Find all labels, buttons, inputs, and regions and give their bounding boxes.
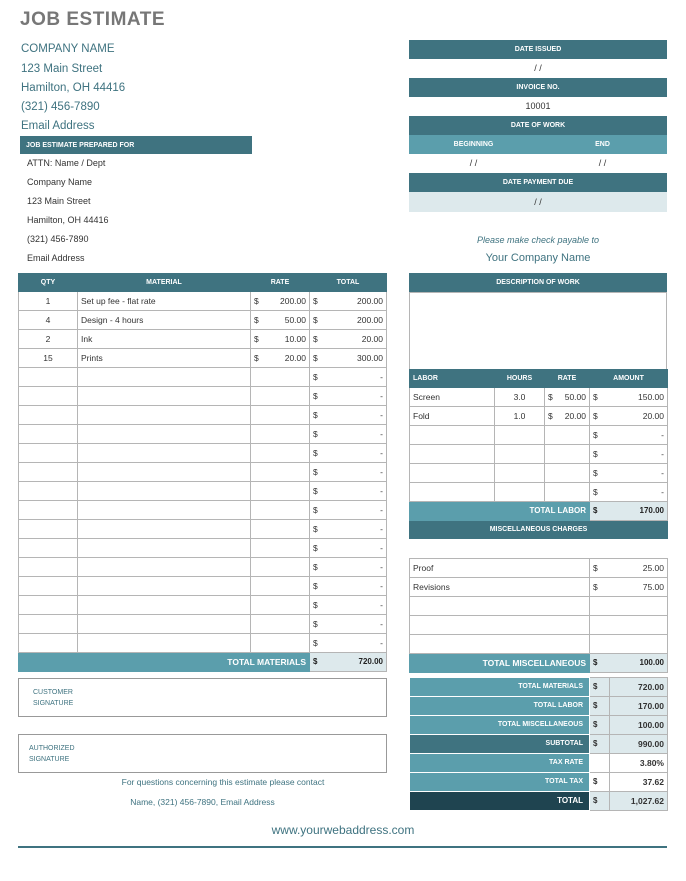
labor-cell[interactable]	[410, 445, 495, 464]
total-value: $ -	[313, 562, 383, 572]
labor-rate-cell[interactable]	[545, 464, 590, 483]
summary-value: 37.62	[610, 773, 668, 792]
summary-dollar: $	[590, 773, 610, 792]
total-materials-label: TOTAL MATERIALS	[19, 653, 310, 672]
table-row[interactable]	[410, 559, 668, 578]
table-row[interactable]	[410, 483, 668, 502]
qty-cell[interactable]	[19, 425, 78, 444]
rate-cell[interactable]	[251, 615, 310, 634]
labor-rate-column-header: RATE	[545, 370, 590, 388]
amount-value: $ -	[593, 468, 664, 478]
summary-row	[410, 735, 668, 754]
amount-value: $ 150.00	[593, 392, 664, 402]
rate-cell[interactable]	[251, 558, 310, 577]
table-row[interactable]	[19, 444, 387, 463]
total-value: $ -	[313, 486, 383, 496]
misc-item-cell[interactable]: Revisions	[410, 578, 590, 597]
footer-divider	[18, 846, 667, 848]
hours-cell[interactable]: 1.0	[495, 407, 545, 426]
total-value: $ -	[313, 448, 383, 458]
misc-item-cell[interactable]: Proof	[410, 559, 590, 578]
qty-cell[interactable]	[19, 520, 78, 539]
qty-cell[interactable]: 4	[19, 311, 78, 330]
table-row[interactable]	[19, 596, 387, 615]
summary-label: TAX RATE	[410, 754, 590, 773]
material-cell[interactable]	[78, 387, 251, 406]
labor-rate-cell[interactable]	[545, 388, 590, 407]
total-labor-label: TOTAL LABOR	[410, 502, 590, 521]
qty-cell[interactable]	[19, 634, 78, 653]
rate-cell[interactable]	[251, 425, 310, 444]
summary-label: TOTAL LABOR	[410, 697, 590, 716]
total-value: $ 200.00	[313, 315, 383, 325]
page-title: JOB ESTIMATE	[20, 9, 165, 30]
table-row[interactable]	[410, 464, 668, 483]
amount-value: $ -	[593, 449, 664, 459]
labor-table	[409, 369, 668, 539]
table-row[interactable]	[19, 425, 387, 444]
qty-cell[interactable]	[19, 596, 78, 615]
prepared-for-city[interactable]: Hamilton, OH 44416	[27, 215, 109, 225]
labor-cell[interactable]: Fold	[410, 407, 495, 426]
table-row[interactable]	[19, 463, 387, 482]
total-value: $ 20.00	[313, 334, 383, 344]
labor-rate-cell[interactable]	[545, 426, 590, 445]
total-value: $ -	[313, 467, 383, 477]
material-cell[interactable]	[78, 444, 251, 463]
table-row[interactable]	[19, 368, 387, 387]
qty-cell[interactable]	[19, 558, 78, 577]
amount-cell	[590, 445, 668, 464]
contact-text: Name, (321) 456-7890, Email Address	[130, 797, 275, 807]
total-cell	[310, 425, 387, 444]
rate-cell[interactable]	[251, 368, 310, 387]
rate-cell[interactable]	[251, 406, 310, 425]
labor-cell[interactable]	[410, 426, 495, 445]
qty-cell[interactable]: 2	[19, 330, 78, 349]
labor-column-header: LABOR	[410, 370, 495, 388]
table-row[interactable]	[410, 597, 668, 616]
total-value: $ -	[313, 619, 383, 629]
misc-amount-cell[interactable]	[590, 559, 668, 578]
rate-cell[interactable]	[251, 634, 310, 653]
prepared-for-phone[interactable]: (321) 456-7890	[27, 234, 89, 244]
rate-value: $ 20.00	[254, 353, 306, 363]
material-cell[interactable]: Set up fee - flat rate	[78, 292, 251, 311]
total-cell	[310, 330, 387, 349]
rate-cell[interactable]	[251, 520, 310, 539]
misc-item-cell[interactable]	[410, 597, 590, 616]
material-cell[interactable]	[78, 539, 251, 558]
amount-value: $ -	[593, 487, 664, 497]
total-cell	[310, 596, 387, 615]
customer-signature-box[interactable]	[18, 678, 387, 717]
total-cell	[310, 349, 387, 368]
summary-row	[410, 716, 668, 735]
rate-value: $ 200.00	[254, 296, 306, 306]
table-row[interactable]	[19, 539, 387, 558]
rate-cell[interactable]	[251, 349, 310, 368]
invoice-header: INVOICE NO.	[409, 78, 667, 97]
company-street: 123 Main Street	[21, 63, 103, 75]
misc-amount-cell[interactable]	[590, 597, 668, 616]
summary-label: TOTAL	[410, 792, 590, 811]
summary-value: 990.00	[610, 735, 668, 754]
total-value: $ -	[313, 391, 383, 401]
table-row[interactable]	[19, 558, 387, 577]
total-cell	[310, 292, 387, 311]
misc-amount-cell[interactable]	[590, 578, 668, 597]
date-of-work-header: DATE OF WORK	[409, 116, 667, 135]
total-value: $ -	[313, 410, 383, 420]
material-cell[interactable]	[78, 425, 251, 444]
beginning-label: BEGINNING	[453, 141, 494, 148]
table-row[interactable]	[19, 520, 387, 539]
labor-rate-cell[interactable]	[545, 445, 590, 464]
material-cell[interactable]	[78, 406, 251, 425]
end-label: END	[595, 141, 610, 148]
amount-cell	[590, 464, 668, 483]
summary-row	[410, 697, 668, 716]
summary-table	[409, 677, 668, 811]
description-box[interactable]	[409, 292, 667, 370]
labor-cell[interactable]	[410, 464, 495, 483]
total-cell	[310, 444, 387, 463]
table-row[interactable]	[19, 406, 387, 425]
amount-cell	[590, 407, 668, 426]
questions-text: For questions concerning this estimate please contact	[121, 777, 325, 787]
customer-signature-label-1: CUSTOMER	[33, 689, 73, 696]
rate-cell[interactable]	[251, 596, 310, 615]
total-cell	[310, 311, 387, 330]
table-row[interactable]	[410, 578, 668, 597]
total-misc-label: TOTAL MISCELLANEOUS	[410, 654, 590, 673]
summary-row	[410, 792, 668, 811]
misc-amount-cell[interactable]	[590, 635, 668, 654]
qty-column-header: QTY	[19, 274, 78, 292]
labor-rate-value: $ 50.00	[548, 392, 586, 402]
payable-to-text: Please make check payable to	[476, 235, 600, 245]
hours-cell[interactable]	[495, 464, 545, 483]
table-row[interactable]	[410, 388, 668, 407]
table-row[interactable]	[410, 407, 668, 426]
table-row[interactable]	[19, 387, 387, 406]
company-phone: (321) 456-7890	[21, 101, 100, 113]
hours-cell[interactable]	[495, 445, 545, 464]
prepared-for-header: JOB ESTIMATE PREPARED FOR	[20, 136, 252, 154]
date-issued-value[interactable]: / /	[534, 63, 542, 73]
labor-rate-cell[interactable]	[545, 407, 590, 426]
material-cell[interactable]: Ink	[78, 330, 251, 349]
summary-label: SUBTOTAL	[410, 735, 590, 754]
hours-cell[interactable]	[495, 426, 545, 445]
misc-item-cell[interactable]	[410, 635, 590, 654]
summary-label: TOTAL MISCELLANEOUS	[410, 716, 590, 735]
invoice-value[interactable]: 10001	[525, 101, 551, 111]
misc-amount-value: $ 75.00	[593, 582, 664, 592]
summary-value: 1,027.62	[610, 792, 668, 811]
rate-cell[interactable]	[251, 577, 310, 596]
misc-amount-cell[interactable]	[590, 616, 668, 635]
misc-item-cell[interactable]	[410, 616, 590, 635]
qty-cell[interactable]	[19, 577, 78, 596]
material-cell[interactable]	[78, 558, 251, 577]
total-value: $ 200.00	[313, 296, 383, 306]
qty-cell[interactable]: 1	[19, 292, 78, 311]
summary-dollar: $	[590, 697, 610, 716]
total-value: $ -	[313, 372, 383, 382]
total-cell	[310, 463, 387, 482]
material-cell[interactable]	[78, 634, 251, 653]
total-cell	[310, 539, 387, 558]
amount-cell	[590, 426, 668, 445]
prepared-for-street[interactable]: 123 Main Street	[27, 196, 91, 206]
table-row[interactable]	[19, 292, 387, 311]
summary-dollar: $	[590, 735, 610, 754]
qty-cell[interactable]	[19, 444, 78, 463]
rate-cell[interactable]	[251, 330, 310, 349]
amount-cell	[590, 483, 668, 502]
amount-value: $ -	[593, 430, 664, 440]
table-row[interactable]	[410, 445, 668, 464]
payable-company: Your Company Name	[485, 252, 591, 264]
amount-cell	[590, 388, 668, 407]
table-row[interactable]	[19, 615, 387, 634]
company-city: Hamilton, OH 44416	[21, 82, 126, 94]
total-cell	[310, 520, 387, 539]
qty-cell[interactable]	[19, 368, 78, 387]
table-row[interactable]	[19, 501, 387, 520]
material-cell[interactable]	[78, 463, 251, 482]
qty-cell[interactable]	[19, 539, 78, 558]
material-cell[interactable]	[78, 520, 251, 539]
summary-value: 3.80%	[610, 754, 668, 773]
summary-row	[410, 678, 668, 697]
amount-value: $ 20.00	[593, 411, 664, 421]
total-value: $ -	[313, 600, 383, 610]
total-value: $ -	[313, 505, 383, 515]
rate-cell[interactable]	[251, 501, 310, 520]
company-name: COMPANY NAME	[21, 43, 115, 55]
amount-column-header: AMOUNT	[590, 370, 668, 388]
table-row[interactable]	[19, 330, 387, 349]
total-materials-value: $ 720.00	[310, 653, 387, 672]
total-value: $ -	[313, 524, 383, 534]
total-cell	[310, 406, 387, 425]
total-value: $ -	[313, 581, 383, 591]
date-issued-header: DATE ISSUED	[409, 40, 667, 59]
material-cell[interactable]	[78, 596, 251, 615]
summary-dollar: $	[590, 716, 610, 735]
prepared-for-email[interactable]: Email Address	[27, 253, 85, 263]
customer-signature-label-2: SIGNATURE	[33, 700, 74, 707]
table-row[interactable]	[410, 616, 668, 635]
rate-cell[interactable]	[251, 292, 310, 311]
rate-cell[interactable]	[251, 539, 310, 558]
material-column-header: MATERIAL	[78, 274, 251, 292]
labor-rate-cell[interactable]	[545, 483, 590, 502]
total-value: $ -	[313, 638, 383, 648]
summary-dollar: $	[590, 792, 610, 811]
summary-dollar: $	[590, 678, 610, 697]
table-row[interactable]	[410, 426, 668, 445]
qty-cell[interactable]	[19, 615, 78, 634]
rate-cell[interactable]	[251, 463, 310, 482]
misc-amount-value: $ 25.00	[593, 563, 664, 573]
authorized-signature-label-2: SIGNATURE	[29, 756, 70, 763]
summary-value: 100.00	[610, 716, 668, 735]
table-row[interactable]	[19, 311, 387, 330]
material-cell[interactable]: Design - 4 hours	[78, 311, 251, 330]
authorized-signature-box[interactable]	[18, 734, 387, 773]
total-cell	[310, 482, 387, 501]
end-value[interactable]: / /	[598, 158, 607, 168]
labor-cell[interactable]: Screen	[410, 388, 495, 407]
rate-cell[interactable]	[251, 444, 310, 463]
total-cell	[310, 501, 387, 520]
total-cell	[310, 387, 387, 406]
payment-due-value[interactable]: / /	[409, 192, 667, 212]
material-cell[interactable]	[78, 482, 251, 501]
qty-cell[interactable]	[19, 406, 78, 425]
qty-cell[interactable]	[19, 463, 78, 482]
total-column-header: TOTAL	[310, 274, 387, 292]
authorized-signature-label-1: AUTHORIZED	[29, 745, 75, 752]
beginning-value[interactable]: / /	[469, 158, 478, 168]
summary-label: TOTAL TAX	[410, 773, 590, 792]
prepared-for-attn[interactable]: ATTN: Name / Dept	[27, 158, 106, 168]
hours-cell[interactable]: 3.0	[495, 388, 545, 407]
qty-cell[interactable]	[19, 482, 78, 501]
qty-cell[interactable]: 15	[19, 349, 78, 368]
prepared-for-company[interactable]: Company Name	[27, 177, 93, 187]
labor-rate-value: $ 20.00	[548, 411, 586, 421]
total-value: $ -	[313, 429, 383, 439]
company-email: Email Address	[21, 120, 95, 132]
summary-label: TOTAL MATERIALS	[410, 678, 590, 697]
description-header: DESCRIPTION OF WORK	[409, 273, 667, 292]
material-cell[interactable]: Prints	[78, 349, 251, 368]
date-of-work-subheader	[409, 135, 667, 154]
labor-cell[interactable]	[410, 483, 495, 502]
summary-value: 170.00	[610, 697, 668, 716]
material-cell[interactable]	[78, 368, 251, 387]
material-cell[interactable]	[78, 501, 251, 520]
payment-due-header: DATE PAYMENT DUE	[409, 173, 667, 192]
summary-dollar	[590, 754, 610, 773]
rate-cell[interactable]	[251, 387, 310, 406]
summary-row	[410, 754, 668, 773]
material-cell[interactable]	[78, 615, 251, 634]
total-value: $ -	[313, 543, 383, 553]
web-address[interactable]: www.yourwebaddress.com	[271, 823, 415, 837]
total-cell	[310, 577, 387, 596]
table-row[interactable]	[19, 634, 387, 653]
summary-row	[410, 773, 668, 792]
total-cell	[310, 368, 387, 387]
total-misc-value: $ 100.00	[590, 654, 668, 673]
table-row[interactable]	[19, 482, 387, 501]
total-cell	[310, 634, 387, 653]
hours-cell[interactable]	[495, 483, 545, 502]
material-cell[interactable]	[78, 577, 251, 596]
table-row[interactable]	[19, 577, 387, 596]
hours-column-header: HOURS	[495, 370, 545, 388]
rate-column-header: RATE	[251, 274, 310, 292]
rate-cell[interactable]	[251, 482, 310, 501]
misc-header: MISCELLANEOUS CHARGES	[410, 521, 668, 539]
total-labor-value: $ 170.00	[590, 502, 668, 521]
misc-table	[409, 558, 668, 673]
qty-cell[interactable]	[19, 387, 78, 406]
total-cell	[310, 558, 387, 577]
total-value: $ 300.00	[313, 353, 383, 363]
total-cell	[310, 615, 387, 634]
qty-cell[interactable]	[19, 501, 78, 520]
rate-value: $ 50.00	[254, 315, 306, 325]
summary-value: 720.00	[610, 678, 668, 697]
materials-table	[18, 273, 387, 672]
table-row[interactable]	[19, 349, 387, 368]
rate-value: $ 10.00	[254, 334, 306, 344]
rate-cell[interactable]	[251, 311, 310, 330]
table-row[interactable]	[410, 635, 668, 654]
